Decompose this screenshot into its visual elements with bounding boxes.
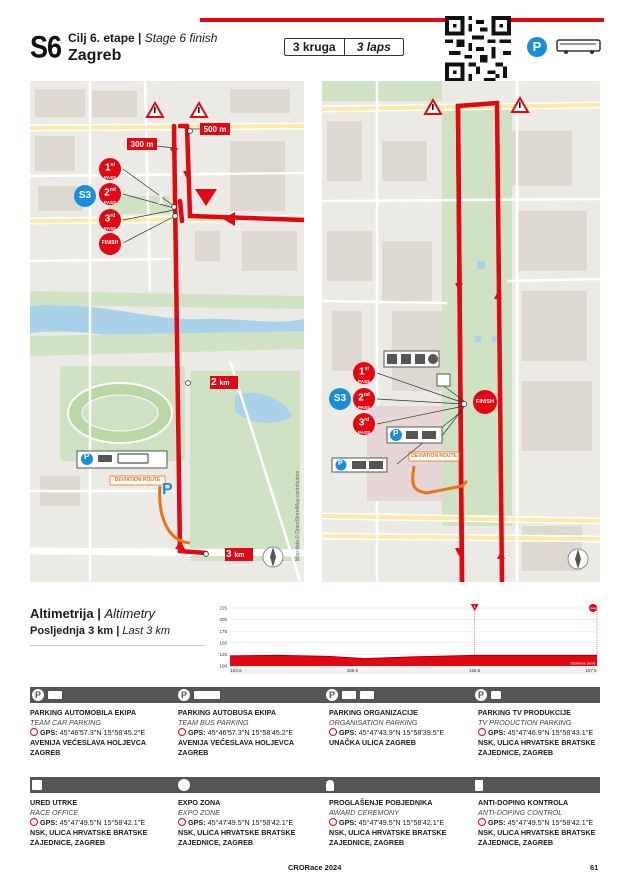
altimetry-sub-en: Last 3 km bbox=[122, 625, 171, 637]
section-bar-2 bbox=[30, 777, 600, 793]
gps-icon bbox=[329, 728, 337, 736]
info-subtitle: RACE OFFICE bbox=[30, 808, 79, 817]
qr-code-icon[interactable] bbox=[444, 16, 512, 82]
altimetry-title-hr: Altimetrija bbox=[30, 606, 94, 621]
pass-3-label-right bbox=[355, 416, 373, 437]
finish-label-right: FINISH bbox=[475, 399, 495, 405]
pass-1-sup-right: st bbox=[364, 366, 369, 372]
altimetry-x-axis bbox=[230, 666, 597, 674]
info-block bbox=[30, 708, 175, 758]
altimetry-y-tick: 200 bbox=[219, 617, 227, 623]
section-cell-6 bbox=[176, 777, 323, 793]
info-gps bbox=[478, 728, 621, 738]
pass-2-label bbox=[101, 186, 119, 207]
gps-icon bbox=[478, 818, 486, 826]
stage-title: Cilj 6. etape | Stage 6 finish bbox=[68, 31, 218, 45]
tv-van-icon bbox=[491, 691, 501, 699]
km-2-unit: km bbox=[219, 380, 230, 387]
gps-coords: 45°47'43.9"N 15°58'39.5"E bbox=[358, 728, 445, 737]
info-address: NSK, ULICA HRVATSKE BRATSKE ZAJEDNICE, ZAGREB bbox=[329, 828, 447, 847]
altimetry-y-tick: 225 bbox=[219, 605, 227, 611]
pass-1-word-right: PASS bbox=[358, 379, 370, 385]
altimetry-chart bbox=[212, 602, 602, 684]
stage-1-marker-label: 1 bbox=[157, 191, 165, 207]
altimetry-y-tick: 100 bbox=[219, 663, 227, 669]
altimetry-marker-label: FINISH bbox=[589, 608, 597, 610]
pass-3-sup-right: rd bbox=[364, 417, 370, 423]
info-block bbox=[178, 798, 323, 848]
pass-2-sup-right: nd bbox=[363, 392, 370, 398]
pass-1-num: 1 bbox=[104, 162, 111, 174]
section-cell-2 bbox=[176, 687, 323, 703]
gps-icon bbox=[178, 818, 186, 826]
car-icon bbox=[48, 691, 62, 699]
gps-icon bbox=[178, 728, 186, 736]
altimetry-y-tick: 175 bbox=[219, 628, 227, 634]
gps-label: GPS: bbox=[188, 818, 206, 827]
info-address: NSK, ULICA HRVATSKE BRATSKE ZAJEDNICE, ZAGREB bbox=[30, 828, 148, 847]
expo-zone-icon bbox=[178, 779, 190, 791]
stage-code: S6 bbox=[30, 30, 62, 65]
info-address: AVENIJA VEĆESLAVA HOLJEVCA ZAGREB bbox=[178, 738, 294, 757]
info-title: URED UTRKE bbox=[30, 798, 78, 807]
header-accent-bar bbox=[200, 18, 604, 22]
info-address: UNAČKA ULICA ZAGREB bbox=[329, 738, 416, 747]
km-3-number: 3 bbox=[226, 549, 232, 560]
info-subtitle: AWARD CEREMONY bbox=[329, 808, 400, 817]
info-subtitle: TEAM BUS PARKING bbox=[178, 718, 249, 727]
pass-1-label-right bbox=[355, 365, 373, 386]
gps-icon bbox=[30, 728, 38, 736]
info-title: PARKING ORGANIZACIJE bbox=[329, 708, 418, 717]
info-address: NSK, ULICA HRVATSKE BRATSKE ZAJEDNICE, ZAGREB bbox=[478, 828, 596, 847]
info-address: NSK, ULICA HRVATSKE BRATSKE ZAJEDNICE, ZAGREB bbox=[478, 738, 596, 757]
km-300-label: 300 m bbox=[130, 140, 154, 149]
info-gps bbox=[329, 818, 474, 828]
info-block bbox=[478, 798, 621, 848]
altimetry-marker-label: 1 bbox=[473, 603, 476, 609]
deviation-route-label-right: DEVIATION ROUTE bbox=[411, 453, 457, 459]
pass-2-word-right: PASS bbox=[358, 405, 370, 411]
bus-icon bbox=[556, 39, 602, 55]
pass-2-num: 2 bbox=[104, 187, 110, 199]
km-2-label bbox=[211, 377, 229, 388]
section-cell-5 bbox=[30, 777, 177, 793]
tv-production-icon: P bbox=[475, 689, 487, 701]
info-gps bbox=[30, 818, 175, 828]
gps-coords: 45°47'49.5"N 15°58'42.1"E bbox=[207, 818, 294, 827]
stage-city: Zagreb bbox=[68, 47, 122, 64]
km-2-number: 2 bbox=[211, 377, 217, 388]
route-map-left-drawing bbox=[30, 81, 304, 582]
info-gps bbox=[178, 728, 323, 738]
parking-p-right-2: P bbox=[338, 460, 343, 467]
info-block bbox=[329, 708, 474, 748]
section-cell-3 bbox=[324, 687, 471, 703]
bus-small-icon bbox=[194, 691, 220, 699]
info-subtitle: TEAM CAR PARKING bbox=[30, 718, 101, 727]
parking-icon: P bbox=[527, 37, 547, 57]
car-parking-icon: P bbox=[32, 689, 44, 701]
laps-en: 3 laps bbox=[344, 39, 404, 55]
altimetry-x-tick: 156.5 bbox=[469, 668, 481, 673]
stage-title-en: Stage 6 finish bbox=[144, 31, 218, 45]
footer-title: CRORace 2024 bbox=[288, 863, 342, 872]
info-gps bbox=[478, 818, 621, 828]
info-subtitle: ORGANISATION PARKING bbox=[329, 718, 418, 727]
route-map-left[interactable] bbox=[30, 81, 304, 582]
altimetry-x-tick: 157.5 bbox=[585, 668, 597, 673]
km-3-label bbox=[226, 549, 244, 560]
pass-2-label-right bbox=[355, 391, 373, 412]
route-map-right-drawing bbox=[322, 81, 600, 582]
altimetry-y-tick: 125 bbox=[219, 652, 227, 657]
pass-3-word: PASS bbox=[104, 226, 116, 232]
race-office-icon bbox=[32, 780, 42, 790]
pass-1-label bbox=[101, 161, 119, 182]
altimetry-y-tick: 150 bbox=[219, 640, 227, 646]
award-ceremony-icon bbox=[326, 780, 334, 791]
gps-icon bbox=[329, 818, 337, 826]
info-block bbox=[178, 708, 323, 758]
info-title: EXPO ZONA bbox=[178, 798, 221, 807]
info-gps bbox=[30, 728, 175, 738]
pass-3-num: 3 bbox=[104, 213, 111, 225]
pass-1-sup: st bbox=[110, 162, 115, 168]
pass-3-num-right: 3 bbox=[358, 417, 365, 429]
section-cell-7 bbox=[324, 777, 471, 793]
s3-label: S3 bbox=[78, 190, 92, 201]
org-van-icon bbox=[360, 691, 374, 699]
km-3-unit: km bbox=[234, 552, 245, 559]
gps-label: GPS: bbox=[188, 728, 206, 737]
gps-label: GPS: bbox=[40, 728, 58, 737]
info-block bbox=[329, 798, 474, 848]
pass-3-sup: rd bbox=[110, 213, 116, 219]
pass-1-word: PASS bbox=[104, 175, 116, 181]
pass-2-word: PASS bbox=[104, 200, 116, 206]
finish-label: FINISH bbox=[101, 240, 119, 246]
altimetry-title: Altimetrija | Altimetry bbox=[30, 606, 156, 621]
gps-label: GPS: bbox=[40, 818, 58, 827]
info-title: PARKING AUTOMOBILA EKIPA bbox=[30, 708, 137, 717]
info-title: PARKING AUTOBUSA EKIPA bbox=[178, 708, 277, 717]
pass-1-num-right: 1 bbox=[358, 366, 365, 378]
gps-icon bbox=[30, 818, 38, 826]
pass-2-sup: nd bbox=[109, 187, 116, 193]
info-block bbox=[478, 708, 621, 758]
gps-coords: 45°47'49.5"N 15°58'42.1"E bbox=[507, 818, 594, 827]
info-subtitle: EXPO ZONE bbox=[178, 808, 220, 817]
bus-parking-icon: P bbox=[178, 689, 190, 701]
parking-p-map: P bbox=[84, 452, 90, 461]
gps-label: GPS: bbox=[488, 818, 506, 827]
pass-2-num-right: 2 bbox=[358, 392, 364, 404]
info-title: ANTI-DOPING KONTROLA bbox=[478, 798, 569, 807]
section-cell-8 bbox=[473, 777, 620, 793]
route-map-right[interactable] bbox=[322, 81, 600, 582]
gps-icon bbox=[478, 728, 486, 736]
info-address: NSK, ULICA HRVATSKE BRATSKE ZAJEDNICE, ZAGREB bbox=[178, 828, 296, 847]
gps-coords: 45°46'57.3"N 15°58'45.2"E bbox=[207, 728, 294, 737]
info-address: AVENIJA VEĆESLAVA HOLJEVCA ZAGREB bbox=[30, 738, 146, 757]
altimetry-x-tick: 155.5 bbox=[346, 668, 358, 673]
page-number: 61 bbox=[590, 863, 599, 872]
gps-label: GPS: bbox=[339, 818, 357, 827]
info-subtitle: TV PRODUCTION PARKING bbox=[478, 718, 572, 727]
organisation-parking-icon: P bbox=[326, 689, 338, 701]
section-cell-4 bbox=[473, 687, 620, 703]
gps-label: GPS: bbox=[488, 728, 506, 737]
map-copyright: Map data © OpenStreetMap contributors bbox=[295, 470, 301, 561]
gps-coords: 45°47'49.5"N 15°58'42.1"E bbox=[59, 818, 146, 827]
altimetry-sub-hr: Posljednja 3 km bbox=[30, 625, 114, 637]
km-500-label: 500 m bbox=[203, 125, 227, 134]
section-bar-1 bbox=[30, 687, 600, 703]
laps-box bbox=[284, 38, 404, 56]
pass-3-label bbox=[101, 212, 119, 233]
parking-p-large: P bbox=[162, 481, 173, 498]
section-cell-1 bbox=[30, 687, 177, 703]
stage-title-hr: Cilj 6. etape bbox=[68, 31, 135, 45]
pass-3-word-right: PASS bbox=[358, 430, 370, 436]
gps-coords: 45°47'46.9"N 15°58'43.1"E bbox=[507, 728, 594, 737]
laps-hr: 3 kruga bbox=[292, 40, 336, 54]
org-car-icon bbox=[342, 691, 356, 699]
gps-coords: 45°46'57.3"N 15°58'45.2"E bbox=[59, 728, 146, 737]
altimetry-annotation: Distance (km) bbox=[570, 660, 595, 666]
info-gps bbox=[329, 728, 474, 738]
altimetry-x-tick: 154.5 bbox=[230, 668, 242, 673]
altimetry-title-en: Altimetry bbox=[104, 606, 156, 621]
info-subtitle: ANTI-DOPING CONTROL bbox=[478, 808, 563, 817]
parking-p-right-1: P bbox=[393, 429, 399, 438]
gps-coords: 45°47'49.5"N 15°58'42.1"E bbox=[358, 818, 445, 827]
gps-label: GPS: bbox=[339, 728, 357, 737]
deviation-route-label: DEVIATION ROUTE bbox=[114, 477, 161, 483]
info-title: PARKING TV PRODUKCIJE bbox=[478, 708, 571, 717]
altimetry-subtitle: Posljednja 3 km | Last 3 km bbox=[30, 625, 171, 637]
altimetry-divider bbox=[30, 645, 205, 646]
info-gps bbox=[178, 818, 323, 828]
s3-label-right: S3 bbox=[333, 393, 347, 404]
info-block bbox=[30, 798, 175, 848]
info-title: PROGLAŠENJE POBJEDNIKA bbox=[329, 798, 433, 807]
anti-doping-icon bbox=[475, 780, 483, 791]
